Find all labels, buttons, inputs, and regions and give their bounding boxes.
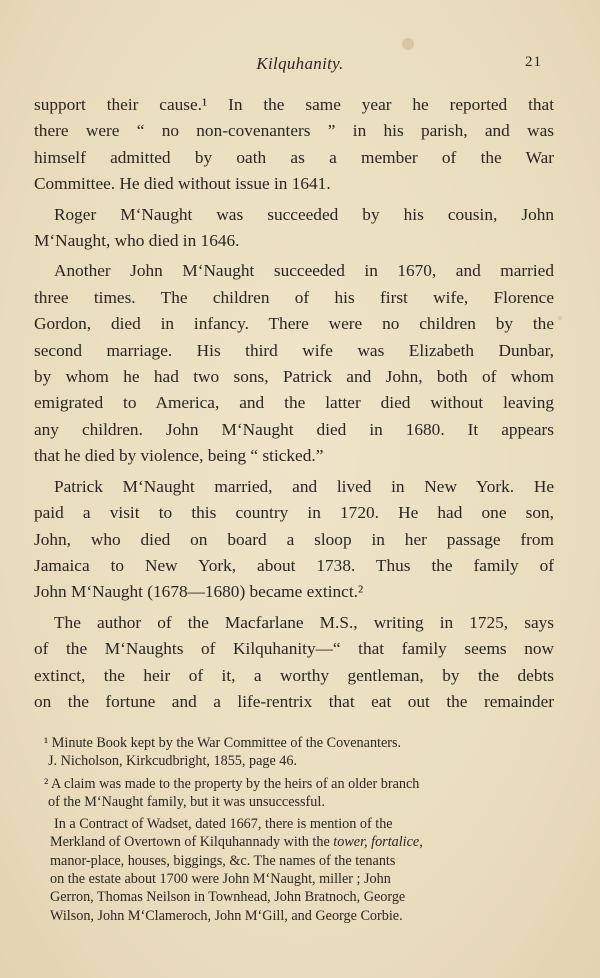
footnote-line: Wilson, John M‘Clameroch, John M‘Gill, and George Corbie. [50, 907, 403, 924]
text-line: Another John M‘Naught succeeded in 1670, and married [54, 261, 554, 281]
footnote-italic-text: tower, fortalice, [333, 834, 423, 851]
text-line: Committee. He died without issue in 1641. [34, 174, 331, 194]
footnote-line: J. Nicholson, Kirkcudbright, 1855, page 46. [48, 753, 298, 770]
text-line: by whom he had two sons, Patrick and John, both of whom [34, 367, 554, 387]
footnote-line: Gerron, Thomas Neilson in Townhead, John Bratnoch, George [50, 889, 406, 906]
text-line: John, who died on board a sloop in her passage from [34, 529, 554, 549]
footnote-line: ¹ Minute Book kept by the War Committee of the Covenanters. [44, 735, 402, 751]
footnote-line: In a Contract of Wadset, dated 1667, there is mention of the [54, 816, 393, 833]
footnote-line: manor-place, houses, biggings, &c. The names of the tenants [50, 852, 396, 869]
text-line: any children. John M‘Naught died in 1680. It appears [34, 419, 554, 439]
body-text [34, 92, 554, 715]
text-line: paid a visit to this country in 1720. He had one son, [34, 503, 554, 523]
footnote-line [50, 833, 560, 851]
paragraph-1 [34, 92, 554, 198]
footnote-line: on the estate about 1700 were John M‘Naught, miller ; John [50, 871, 391, 888]
text-line: of the M‘Naughts of Kilquhanity—“ that family seems now [34, 639, 554, 659]
text-line: three times. The children of his first wife, Florence [34, 287, 554, 307]
footnote-line: of the M‘Naught family, but it was unsuccessful. [48, 793, 325, 810]
footnote-1 [44, 734, 560, 771]
page-header [0, 54, 600, 78]
paper-stain-small [558, 316, 562, 320]
footnote-2-continued [44, 815, 560, 925]
paper-stain [402, 38, 414, 50]
text-line: John M‘Naught (1678—1680) became extinct.² [34, 582, 364, 602]
text-line: M‘Naught, who died in 1646. [34, 231, 240, 251]
paragraph-5 [34, 610, 554, 716]
text-line: Jamaica to New York, about 1738. Thus the family of [34, 555, 554, 575]
page-number: 21 [525, 54, 542, 70]
text-line: that he died by violence, being “ sticked.” [34, 446, 324, 466]
text-line: second marriage. His third wife was Elizabeth Dunbar, [34, 340, 554, 360]
text-line: support their cause.¹ In the same year he reported that [34, 95, 554, 114]
footnote-text: Merkland of Overtown of Kilquhannady with the [50, 834, 334, 851]
paragraph-2 [34, 202, 554, 255]
footnote-line: ² A claim was made to the property by the heirs of an older branch [44, 775, 420, 792]
text-line: The author of the Macfarlane M.S., writing in 1725, says [54, 612, 554, 632]
text-line: himself admitted by oath as a member of the War [34, 147, 554, 167]
text-line: on the fortune and a life-rentrix that eat out the remainder [34, 691, 554, 711]
text-line: Gordon, died in infancy. There were no children by the [34, 314, 554, 334]
text-line: extinct, the heir of it, a worthy gentleman, by the debts [34, 665, 554, 685]
paragraph-3 [34, 258, 554, 469]
text-line: there were “ no non-covenanters ” in his parish, and was [34, 121, 554, 141]
text-line: emigrated to America, and the latter died without leaving [34, 393, 554, 413]
paragraph-4 [34, 474, 554, 606]
text-line: Patrick M‘Naught married, and lived in New York. He [54, 476, 554, 496]
running-title: Kilquhanity. [256, 54, 344, 73]
text-line: Roger M‘Naught was succeeded by his cousin, John [54, 204, 554, 224]
footnote-2 [44, 775, 560, 812]
footnotes [44, 734, 560, 925]
